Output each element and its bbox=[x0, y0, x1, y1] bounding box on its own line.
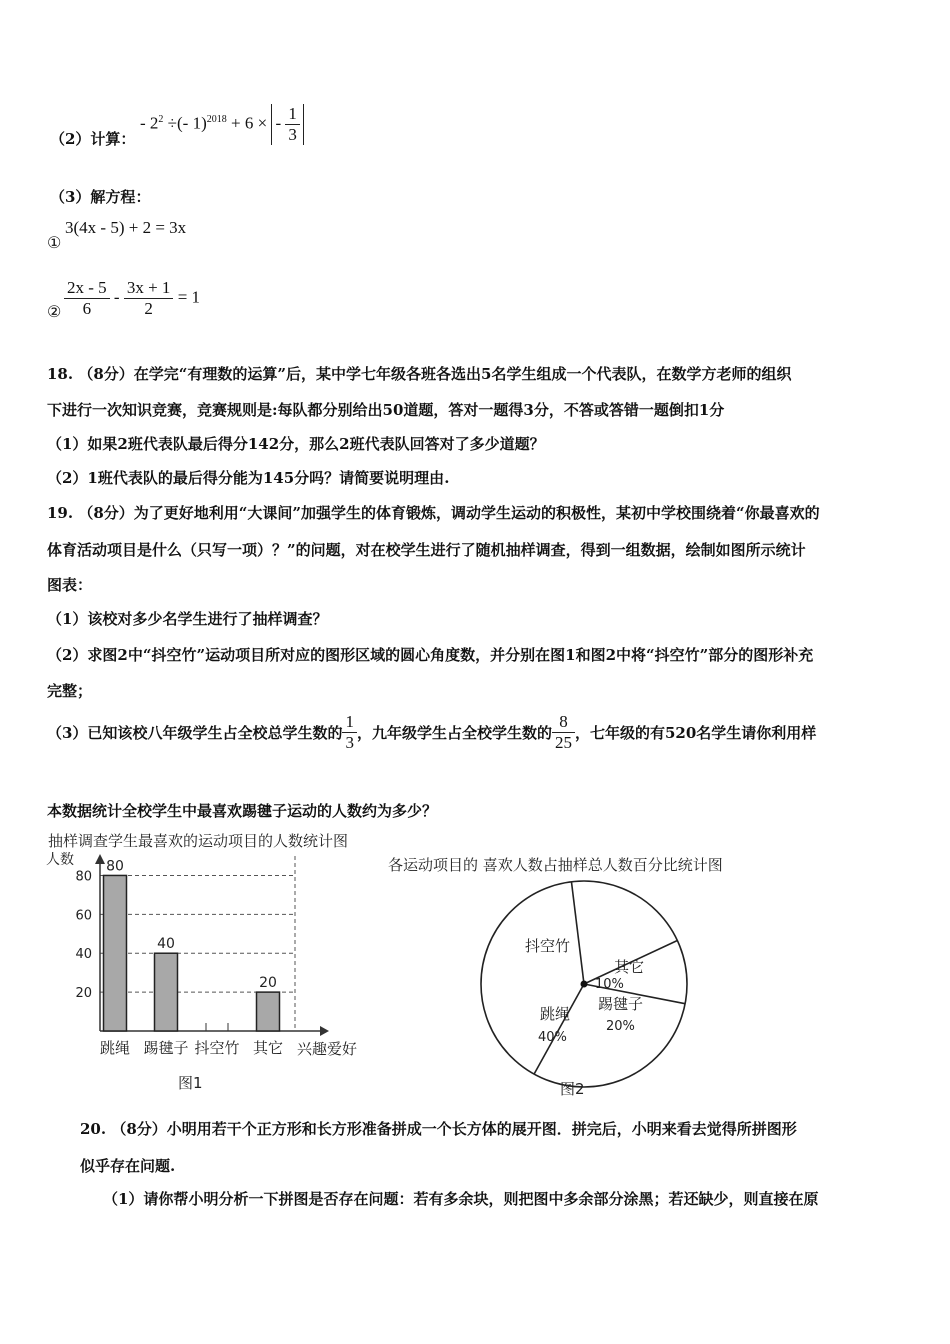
fraction-2-denominator: 25 bbox=[552, 732, 575, 753]
pie-label-跳绳: 跳绳 bbox=[540, 1005, 571, 1023]
bar-chart-y-label: 人数 bbox=[46, 852, 74, 868]
y-axis-arrow bbox=[95, 854, 105, 864]
q19-part-3-line-2: 本数据统计全校学生中最喜欢踢毽子运动的人数约为多少？ bbox=[47, 802, 438, 820]
expr-exp-b: 2018 bbox=[206, 113, 227, 125]
bar-chart-figure-1 bbox=[30, 826, 390, 1096]
eq2-marker: ② bbox=[47, 302, 62, 321]
y-tick-label-20: 20 bbox=[75, 986, 92, 1002]
expr-term-b: ÷(- 1) bbox=[167, 113, 207, 133]
q20-line-1: 20. （8分）小明用若干个正方形和长方形准备拼成一个长方体的展开图．拼完后，小明来看去觉得所拼图形 bbox=[80, 1120, 797, 1138]
equation-2 bbox=[64, 278, 200, 319]
pie-chart-title: 各运动项目的 喜欢人数占抽样总人数百分比统计图 bbox=[388, 856, 723, 874]
expr-term-c: + 6 × bbox=[231, 113, 268, 133]
y-tick-label-40: 40 bbox=[75, 947, 92, 963]
abs-sign: - bbox=[275, 113, 282, 133]
q19-line-3: 图表： bbox=[47, 576, 93, 594]
eq2-fraction-1 bbox=[64, 278, 110, 319]
x-tick-label-跳绳: 跳绳 bbox=[99, 1039, 131, 1057]
figure-2-caption: 图2 bbox=[560, 1080, 585, 1098]
equation-1: 3(4x - 5) + 2 = 3x bbox=[65, 218, 187, 237]
bar-value-label-跳绳: 80 bbox=[106, 858, 124, 875]
q19-part-3 bbox=[47, 712, 816, 753]
pie-percent-其它: 10% bbox=[595, 977, 624, 992]
q19-part-3-a: （3）已知该校八年级学生占全校总学生数的 bbox=[47, 724, 343, 742]
x-tick-label-其它: 其它 bbox=[252, 1039, 284, 1057]
fraction-1-denominator: 3 bbox=[342, 732, 357, 753]
bar-其它 bbox=[257, 992, 280, 1031]
pie-label-抖空竹: 抖空竹 bbox=[525, 937, 571, 955]
pie-chart-figure-2 bbox=[380, 846, 780, 1106]
fraction-eight-25ths bbox=[552, 712, 575, 753]
fraction-1-numerator: 1 bbox=[345, 712, 354, 731]
eq2-operator: - bbox=[113, 287, 120, 307]
q18-line-1: 18. （8分）在学完“有理数的运算”后，某中学七年级各班各选出5名学生组成一个代表队，在数学方老师的组织 bbox=[47, 365, 792, 383]
bar-跳绳 bbox=[104, 875, 127, 1031]
x-tick-label-抖空竹: 抖空竹 bbox=[194, 1039, 240, 1057]
q20-line-2: 似乎存在问题. bbox=[80, 1157, 176, 1175]
q19-line-1: 19. （8分）为了更好地利用“大课间”加强学生的体育锻炼，调动学生运动的积极性，某初中学校围绕着“你最喜欢的 bbox=[47, 504, 820, 522]
x-tick-label-踢毽子: 踢毽子 bbox=[143, 1039, 189, 1057]
pie-label-其它: 其它 bbox=[614, 958, 645, 976]
figure-1-caption: 图1 bbox=[178, 1074, 203, 1092]
pie-label-踢毽子: 踢毽子 bbox=[598, 995, 644, 1013]
q18-line-2: 下进行一次知识竞赛，竞赛规则是:每队都分别给出50道题，答对一题得3分，不答或答错一题倒扣1分 bbox=[47, 401, 725, 419]
q19-part-3-b: ，九年级学生占全校学生数的 bbox=[356, 724, 552, 742]
eq1-marker: ① bbox=[47, 233, 62, 252]
pie-percent-跳绳: 40% bbox=[538, 1030, 567, 1045]
fraction-one-third bbox=[342, 712, 357, 753]
q19-part-3-c: ，七年级的有520名学生请你利用样 bbox=[574, 724, 817, 742]
y-tick-label-80: 80 bbox=[75, 869, 92, 885]
fraction-2-numerator: 8 bbox=[559, 712, 568, 731]
eq2-rhs: = 1 bbox=[177, 287, 201, 307]
expr-term-a: - 2 bbox=[140, 113, 159, 133]
bar-chart-title: 抽样调查学生最喜欢的运动项目的人数统计图 bbox=[48, 832, 349, 850]
expr-exp-a: 2 bbox=[158, 113, 164, 125]
expr-absolute-value bbox=[271, 104, 303, 145]
q20-part-1: （1）请你帮小明分析一下拼图是否存在问题：若有多余块，则把图中多余部分涂黑；若还缺少，则直接在原 bbox=[103, 1190, 819, 1208]
abs-numerator: 1 bbox=[288, 104, 297, 123]
q18-part-2: （2）1班代表队的最后得分能为145分吗？请简要说明理由. bbox=[47, 469, 450, 487]
pie-percent-踢毽子: 20% bbox=[606, 1019, 635, 1034]
bar-踢毽子 bbox=[155, 953, 178, 1031]
q19-part-1: （1）该校对多少名学生进行了抽样调查？ bbox=[47, 610, 328, 628]
q19-line-2: 体育活动项目是什么（只写一项）？”的问题，对在校学生进行了随机抽样调查，得到一组数据，绘制如图所示统计 bbox=[47, 541, 806, 559]
abs-denominator: 3 bbox=[285, 124, 300, 145]
eq2-f2-numerator: 3x + 1 bbox=[126, 278, 171, 297]
bar-chart-x-label: 兴趣爱好 bbox=[297, 1040, 358, 1058]
q17-part3-label: （3）解方程： bbox=[50, 188, 151, 206]
abs-fraction bbox=[285, 104, 300, 145]
q19-part-2-line-2: 完整； bbox=[47, 682, 93, 700]
eq2-fraction-2 bbox=[124, 278, 174, 319]
eq2-f1-denominator: 6 bbox=[64, 298, 110, 319]
bar-value-label-踢毽子: 40 bbox=[157, 936, 175, 953]
eq2-f2-denominator: 2 bbox=[124, 298, 174, 319]
eq2-f1-numerator: 2x - 5 bbox=[67, 278, 107, 297]
q17-part2-expression bbox=[140, 104, 304, 145]
q19-part-2-line-1: （2）求图2中“抖空竹”运动项目所对应的图形区域的圆心角度数，并分别在图1和图2中将“抖空竹”部分的图形补充 bbox=[47, 646, 814, 664]
bar-value-label-其它: 20 bbox=[259, 975, 277, 992]
pie-center-dot bbox=[581, 981, 588, 988]
x-axis-arrow bbox=[320, 1026, 329, 1036]
q18-part-1: （1）如果2班代表队最后得分142分，那么2班代表队回答对了多少道题？ bbox=[47, 435, 545, 453]
q17-part2-label: （2）计算： bbox=[50, 130, 136, 148]
y-tick-label-60: 60 bbox=[75, 908, 92, 924]
